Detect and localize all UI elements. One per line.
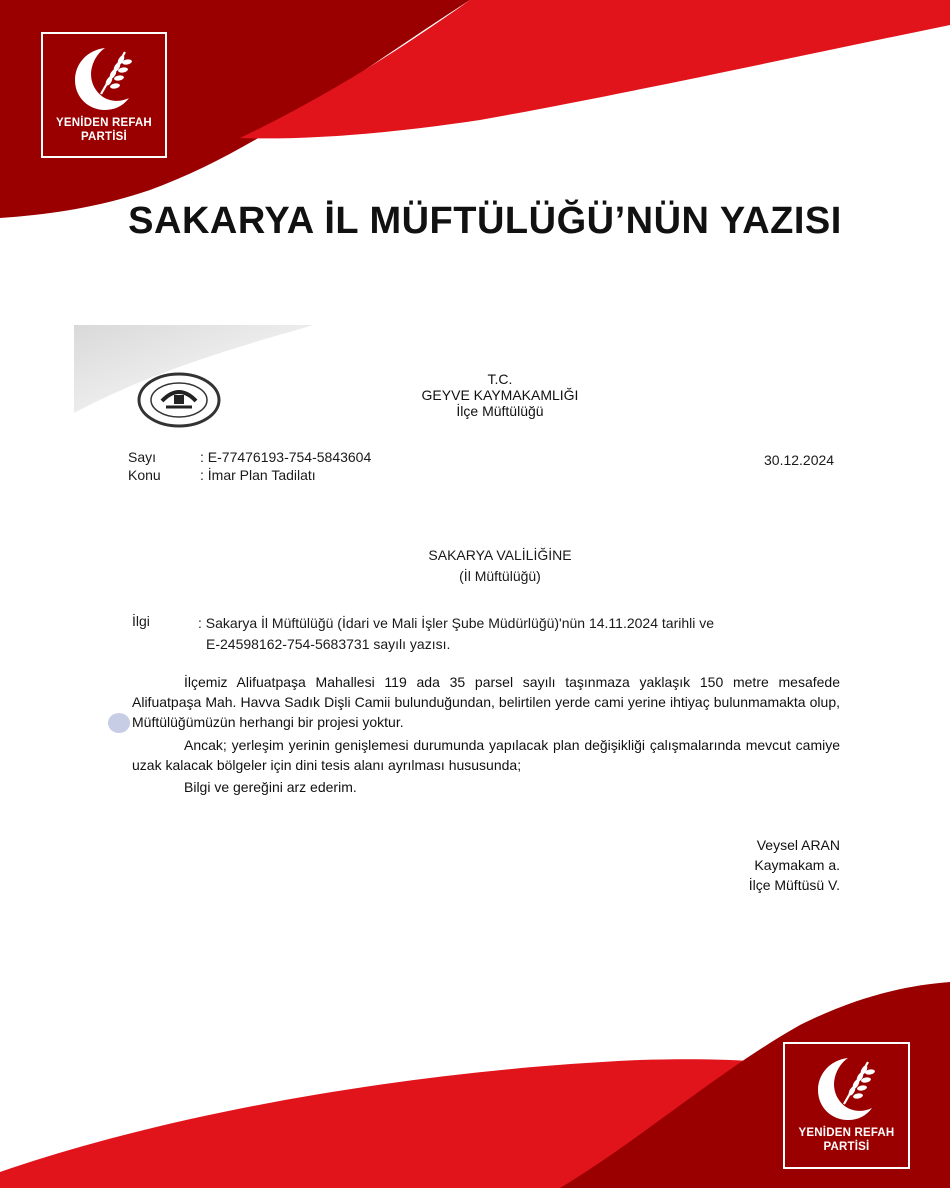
- letter-header: [400, 371, 600, 419]
- logo-text-line2: PARTİSİ: [81, 131, 127, 143]
- signature-title2: İlçe Müftüsü V.: [748, 877, 840, 893]
- crescent-wheat-icon: [810, 1052, 884, 1126]
- crescent-wheat-icon: [67, 42, 141, 116]
- header-mufuluk: İlçe Müftülüğü: [456, 403, 544, 419]
- ilgi-line1: : Sakarya İl Müftülüğü (İdari ve Mali İşler Şube Müdürlüğü)'nün 14.11.2024 tarihli ve: [198, 615, 715, 631]
- sayi-value: : E-77476193-754-5843604: [200, 449, 372, 465]
- ilgi-label: İlgi: [132, 613, 150, 629]
- logo-text-line1: YENİDEN REFAH: [56, 117, 152, 129]
- body-paragraph-1: İlçemiz Alifuatpaşa Mahallesi 119 ada 35 parsel sayılı taşınmaza yaklaşık 150 metre mesafede Alifuatpaşa Mah. Havva Sadık Dişli Camii bulunduğundan, belirtilen yerde cami yerine ihtiyaç bulunmamakta olup, Müftülüğümüzün herhangi bir projesi yoktur.: [132, 674, 840, 730]
- body-paragraph-3: Bilgi ve gereğini arz ederim.: [184, 779, 357, 795]
- diyanet-seal-icon: [136, 371, 222, 429]
- recipient-line2: (İl Müftülüğü): [459, 568, 541, 584]
- ink-blot: [106, 711, 132, 735]
- letter-date: 30.12.2024: [764, 452, 835, 468]
- signature-title1: Kaymakam a.: [754, 857, 840, 873]
- logo-text-line2: PARTİSİ: [823, 1141, 870, 1153]
- recipient-line1: SAKARYA VALİLİĞİNE: [428, 547, 572, 563]
- signature-block: [710, 835, 840, 895]
- sayi-label: Sayı: [128, 449, 157, 465]
- logo-text-line1: YENİDEN REFAH: [798, 1127, 895, 1139]
- header-tc: T.C.: [487, 371, 513, 387]
- konu-value: : İmar Plan Tadilatı: [200, 467, 316, 483]
- official-letter: [70, 325, 890, 965]
- bottom-party-logo: [783, 1042, 910, 1169]
- ilgi-line2: E-24598162-754-5683731 sayılı yazısı.: [206, 636, 451, 652]
- header-kaymakamlik: GEYVE KAYMAKAMLIĞI: [421, 387, 579, 403]
- signature-name: Veysel ARAN: [756, 837, 840, 853]
- body-paragraph-2: Ancak; yerleşim yerinin genişlemesi durumunda yapılacak plan değişikliği çalışmalarında mevcut camiye uzak kalacak bölgeler için dini tesis alanı ayrılması hususunda;: [132, 737, 840, 773]
- top-party-logo: [41, 32, 167, 158]
- page-headline: SAKARYA İL MÜFTÜLÜĞÜ’NÜN YAZISI: [128, 200, 842, 242]
- konu-label: Konu: [128, 467, 161, 483]
